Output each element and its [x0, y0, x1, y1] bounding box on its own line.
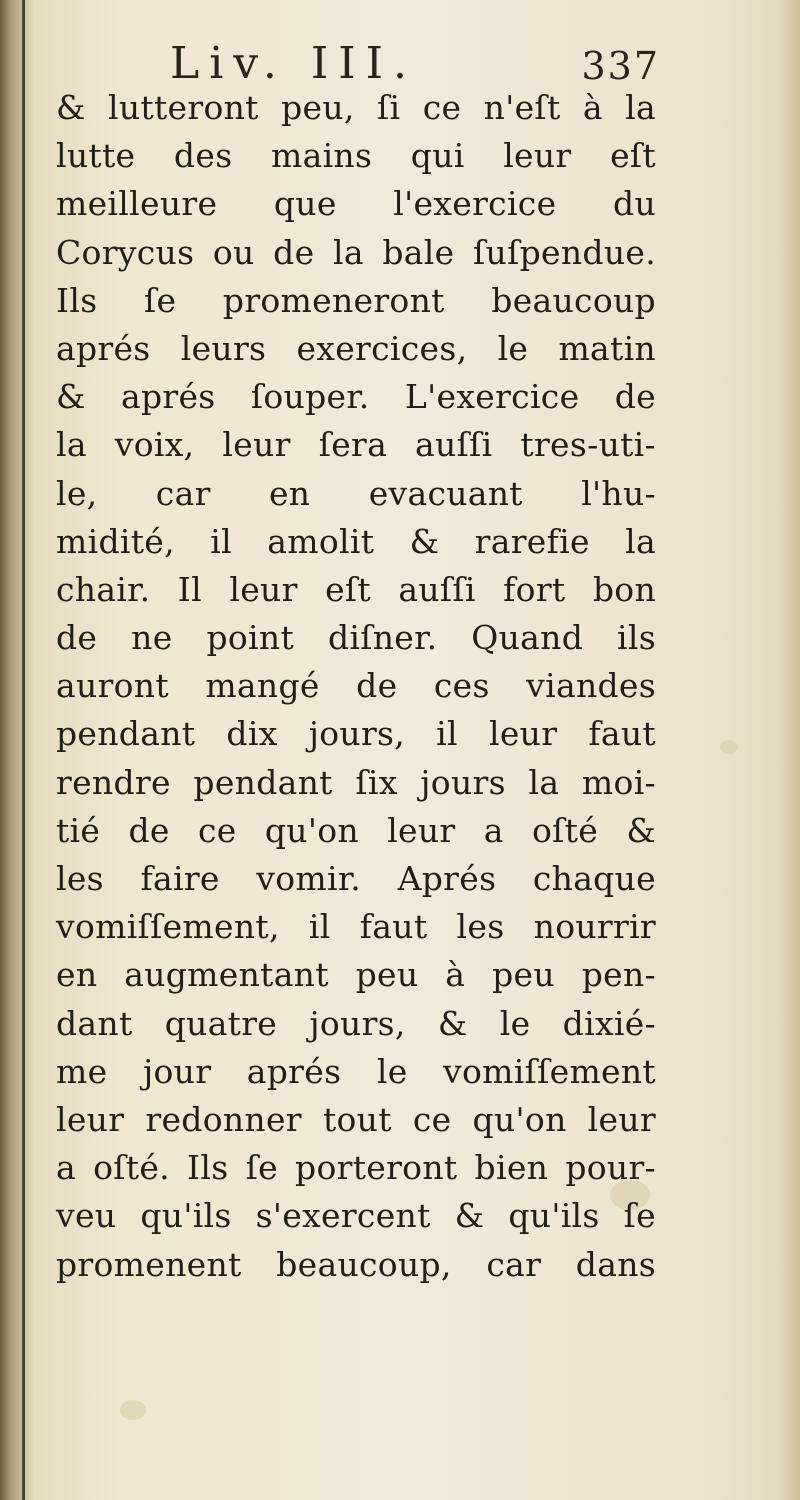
gutter-edge — [22, 0, 25, 1500]
text-line: meilleure que l'exercice du — [56, 184, 656, 224]
text-line: Corycus ou de la bale ſuſpendue. — [56, 232, 656, 272]
paper-stain — [120, 1400, 146, 1420]
text-line: me jour aprés le vomiſſement — [56, 1051, 656, 1091]
text-line: a oſté. Ils ſe porteront bien pour- — [56, 1148, 656, 1188]
text-line: les faire vomir. Aprés chaque — [56, 859, 656, 898]
page-edge — [778, 0, 800, 1500]
text-line: dant quatre jours, & le dixié- — [56, 1003, 656, 1043]
text-line: la voix, leur ſera auſſi tres-uti- — [56, 425, 656, 465]
text-line: midité, il amolit & rarefie la — [56, 521, 656, 561]
text-line: pendant dix jours, il leur faut — [56, 714, 656, 754]
text-line: vomiſſement, il faut les nourrir — [56, 907, 656, 947]
text-line: auront mangé de ces viandes — [56, 666, 656, 706]
text-line: Ils ſe promeneront beaucoup — [56, 280, 656, 320]
text-line: leur redonner tout ce qu'on leur — [56, 1099, 656, 1139]
text-line: aprés leurs exercices, le matin — [56, 328, 656, 368]
text-line: promenent beaucoup, car dans — [56, 1244, 656, 1284]
text-line: en augmentant peu à peu pen- — [56, 955, 656, 995]
paper-stain — [720, 740, 738, 754]
text-line: & lutteront peu, ſi ce n'eſt à la — [56, 88, 656, 127]
body-text — [56, 84, 656, 1289]
page-number: 337 — [581, 44, 660, 88]
text-line: lutte des mains qui leur eſt — [56, 136, 656, 176]
running-head: Liv. III. — [170, 38, 418, 89]
text-line: chair. Il leur eſt auſſi fort bon — [56, 569, 656, 609]
text-line: veu qu'ils s'exercent & qu'ils ſe — [56, 1196, 656, 1236]
text-line: & aprés ſouper. L'exercice de — [56, 377, 656, 417]
text-line: tié de ce qu'on leur a oſté & — [56, 810, 656, 850]
text-line: le, car en evacuant l'hu- — [56, 473, 656, 513]
text-line: rendre pendant ſix jours la moi- — [56, 762, 656, 802]
gutter-shadow — [0, 0, 34, 1500]
text-line: de ne point diſner. Quand ils — [56, 618, 656, 658]
